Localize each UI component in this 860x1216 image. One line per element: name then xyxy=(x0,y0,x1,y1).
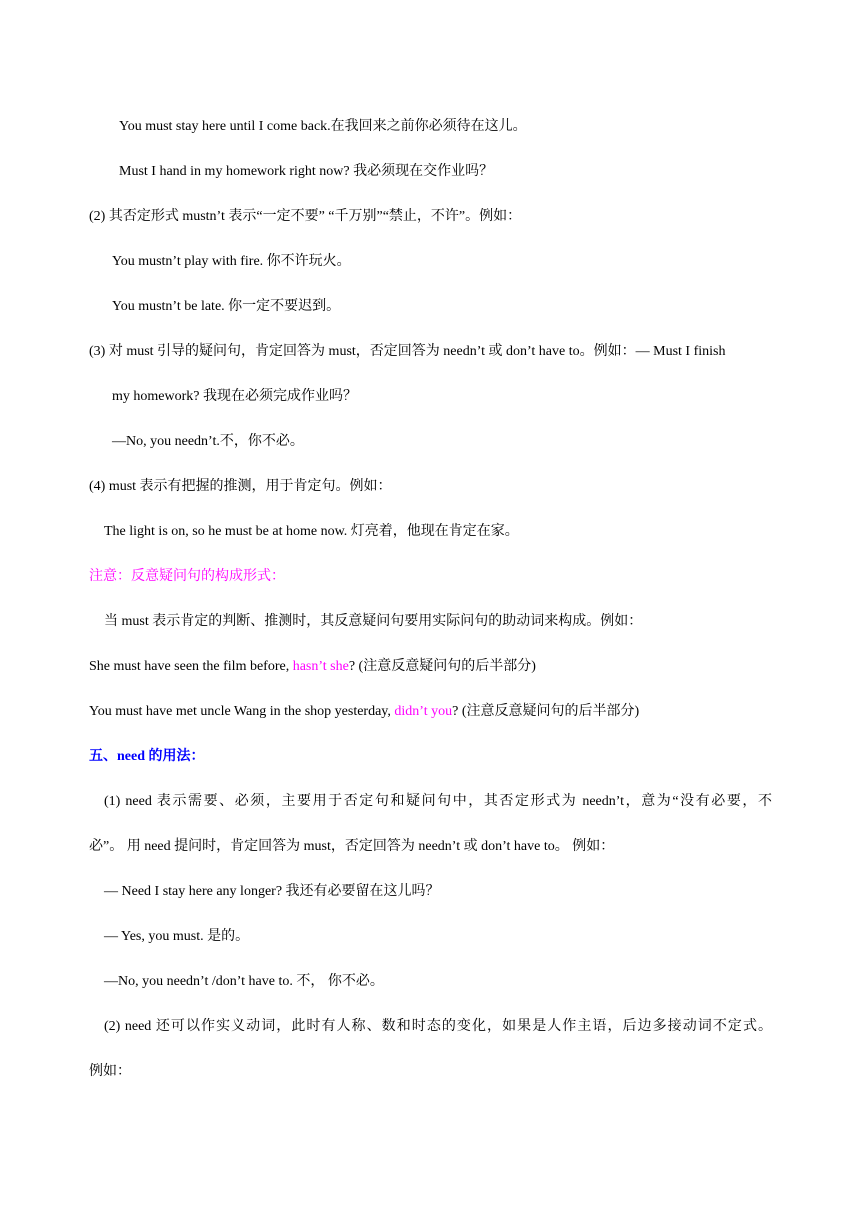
sentence-text: You must have met uncle Wang in the shop yesterday, xyxy=(89,704,395,719)
example-sentence: The light is on, so he must be at home now. 灯亮着，他现在肯定在家。 xyxy=(104,524,519,539)
example-sentence: —No, you needn’t /don’t have to. 不， 你不必。 xyxy=(104,974,384,989)
example-sentence xyxy=(89,702,639,722)
example-sentence: — Yes, you must. 是的。 xyxy=(104,929,250,944)
example-sentence: Must I hand in my homework right now? 我必须现在交作业吗？ xyxy=(119,164,494,179)
example-sentence: You mustn’t be late. 你一定不要迟到。 xyxy=(112,299,341,314)
example-sentence xyxy=(89,657,536,677)
tag-question: hasn’t she xyxy=(292,659,349,674)
sentence-note: ? (注意反意疑问句的后半部分) xyxy=(348,659,536,674)
rule-paragraph: (2) need 还可以作实义动词，此时有人称、数和时态的变化，如果是人作主语，后边多接动词不定式。 xyxy=(104,1019,772,1034)
example-sentence: You must stay here until I come back.在我回来之前你必须待在这儿。 xyxy=(119,119,527,134)
note-heading: 注意：反意疑问句的构成形式： xyxy=(89,569,285,584)
rule-paragraph: (3) 对 must 引导的疑问句，肯定回答为 must，否定回答为 needn’t 或 don’t have to。例如：— Must I finish xyxy=(89,344,726,359)
rule-paragraph: 当 must 表示肯定的判断、推测时，其反意疑问句要用实际问句的助动词来构成。例如： xyxy=(104,614,643,629)
section-heading: 五、need 的用法： xyxy=(89,749,205,764)
sentence-text: She must have seen the film before, xyxy=(89,659,293,674)
rule-paragraph: 例如： xyxy=(89,1064,131,1079)
rule-paragraph: (4) must 表示有把握的推测，用于肯定句。例如： xyxy=(89,479,392,494)
example-sentence: You mustn’t play with fire. 你不许玩火。 xyxy=(112,254,351,269)
sentence-note: ? (注意反意疑问句的后半部分) xyxy=(452,704,640,719)
example-sentence: —No, you needn’t.不，你不必。 xyxy=(112,434,304,449)
rule-paragraph: (2) 其否定形式 mustn’t 表示“一定不要” “千万别”“禁止，不许”。例如： xyxy=(89,209,522,224)
example-sentence: my homework? 我现在必须完成作业吗？ xyxy=(112,389,357,404)
tag-question: didn’t you xyxy=(394,704,453,719)
example-sentence: — Need I stay here any longer? 我还有必要留在这儿吗？ xyxy=(104,884,440,899)
rule-paragraph: (1) need 表示需要、必须，主要用于否定句和疑问句中，其否定形式为 needn’t，意为“没有必要，不 xyxy=(104,794,772,809)
rule-paragraph: 必”。 用 need 提问时，肯定回答为 must，否定回答为 needn’t 或 don’t have to。 例如： xyxy=(89,839,615,854)
